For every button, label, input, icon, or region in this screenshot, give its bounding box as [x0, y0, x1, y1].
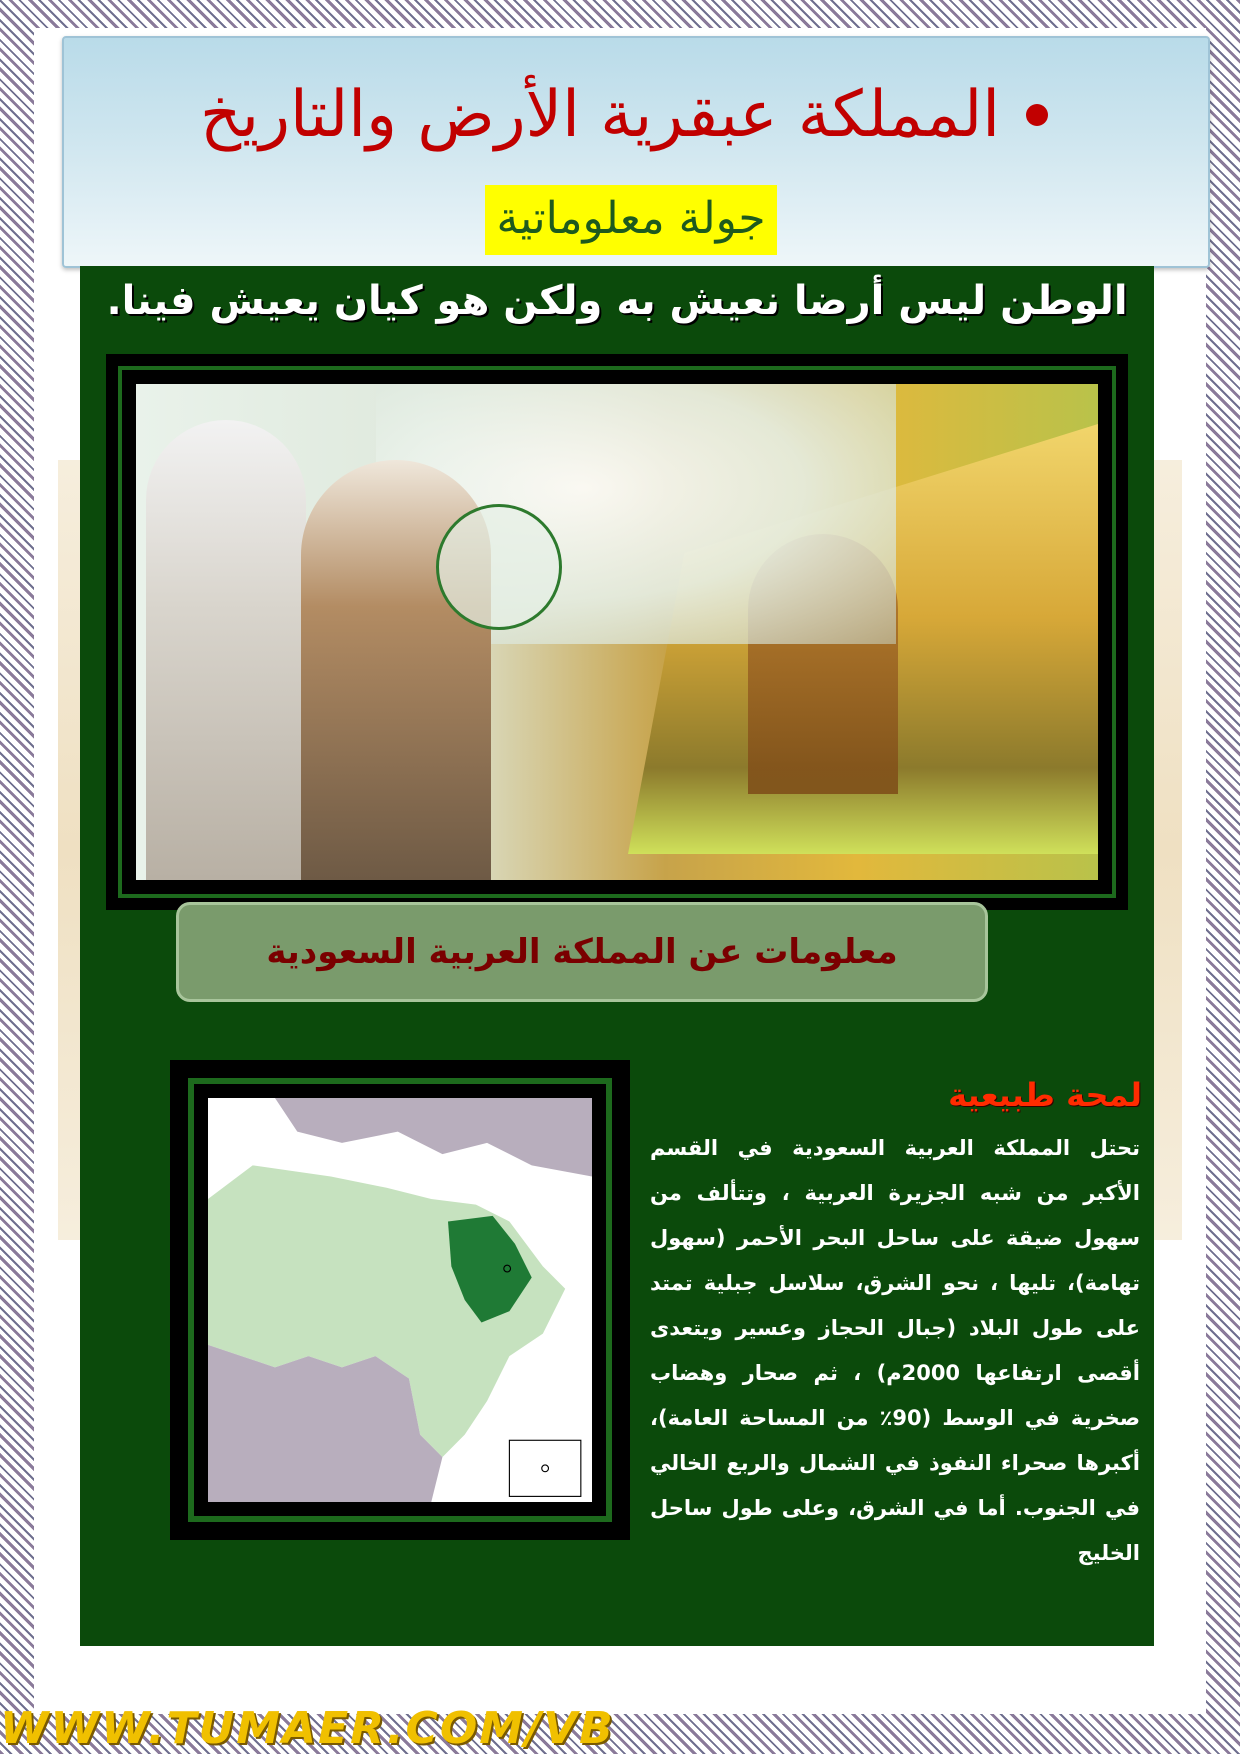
national-day-emblem-icon: [436, 504, 562, 630]
region-map: [208, 1098, 592, 1502]
title-line: [200, 78, 1048, 152]
hero-image-border: [118, 366, 1116, 898]
bullet-icon: [1026, 104, 1048, 126]
page-title: المملكة عبقرية الأرض والتاريخ: [199, 78, 1000, 152]
hero-image: [136, 384, 1098, 880]
info-heading-box: [176, 902, 988, 1002]
body-paragraph: تحتل المملكة العربية السعودية في القسم الأكبر من شبه الجزيرة العربية ، وتتألف من سهول ضيقة على ساحل البحر الأحمر (سهول تهامة)، تليها ، نحو الشرق، سلاسل جبلية تمتد على طول البلاد (جبال الحجاز وعسير ويتعدى أقصى ارتفاعها 2000م) ، ثم صحار وهضاب صخرية في الوسط (90٪ من المساحة العامة)، أكبرها صحراء النفوذ في الشمال والربع الخالي في الجنوب. أما في الشرق، وعلى طول ساحل الخليج: [650, 1136, 1140, 1565]
map-border: [188, 1078, 612, 1522]
map-image: [208, 1098, 592, 1502]
section-label: لمحة طبيعية: [948, 1076, 1142, 1114]
hero-image-frame: [106, 354, 1128, 910]
page-subtitle: جولة معلوماتية: [485, 185, 777, 255]
decorative-side-right: [1152, 460, 1182, 1240]
info-heading: معلومات عن المملكة العربية السعودية: [266, 932, 898, 972]
hero-portrait-left: [146, 420, 306, 880]
map-frame: [170, 1060, 630, 1540]
footer-watermark: WWW.TUMAER.COM/VB: [0, 1703, 615, 1754]
content-panel: [80, 266, 1154, 1646]
motto-text: الوطن ليس أرضا نعيش به ولكن هو كيان يعيش فينا.: [106, 278, 1128, 324]
